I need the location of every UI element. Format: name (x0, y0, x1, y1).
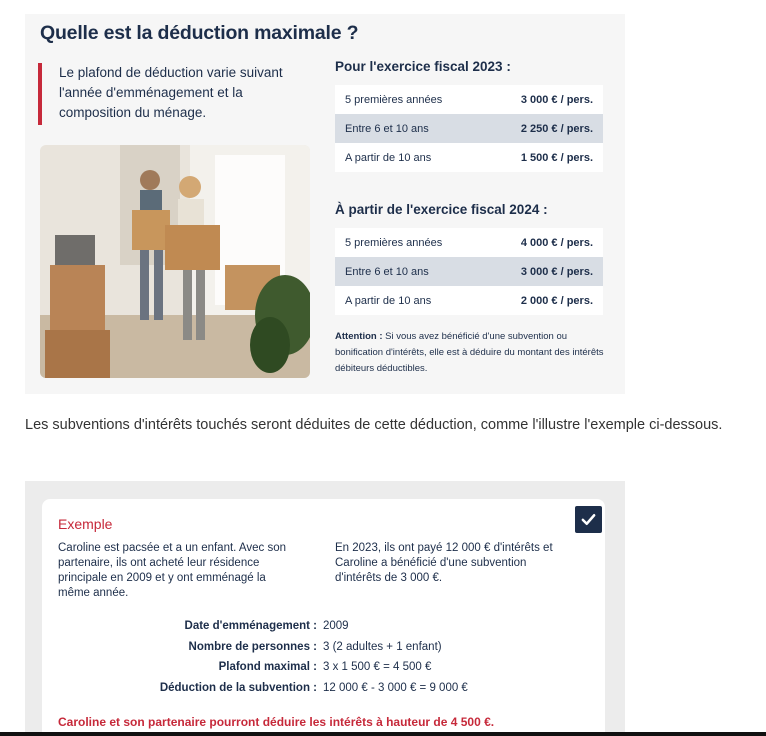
rate-amount-value: 4 000 € (520, 236, 558, 249)
fact-row (58, 616, 598, 637)
example-title: Exemple (58, 516, 113, 532)
rate-amount-value: 2 250 € (520, 122, 558, 135)
rate-amount-value: 3 000 € (520, 93, 558, 106)
example-left-text: Caroline est pacsée et a un enfant. Avec son partenaire, ils ont acheté leur résidence principale en 2009 et y ont emménagé la même année. (58, 542, 287, 599)
rate-unit: / pers. (560, 294, 593, 307)
rate-unit: / pers. (560, 236, 593, 249)
fact-label: Date d'emménagement : (184, 620, 317, 633)
rate-row (335, 114, 603, 143)
section-2024-heading: À partir de l'exercice fiscal 2024 : (335, 202, 548, 217)
rate-row (335, 143, 603, 172)
section-2023-heading: Pour l'exercice fiscal 2023 : (335, 59, 511, 74)
example-section (25, 481, 625, 736)
rate-amount (521, 266, 593, 278)
fact-row (58, 637, 598, 658)
rate-label: Entre 6 et 10 ans (345, 265, 429, 278)
rate-amount-value: 2 000 € (520, 294, 558, 307)
rate-unit: / pers. (560, 265, 593, 278)
rate-amount-value: 1 500 € (520, 151, 558, 164)
fact-value: 3 x 1 500 € = 4 500 € (323, 661, 432, 674)
fact-row (58, 678, 598, 699)
rate-amount (521, 295, 593, 307)
rate-row (335, 85, 603, 114)
fact-row (58, 657, 598, 678)
fact-value: 2009 (323, 620, 349, 633)
example-right-text: En 2023, ils ont payé 12 000 € d'intérêts et Caroline a bénéficié d'une subvention d'intérêts de 3 000 €. (335, 542, 553, 584)
couple-moving-photo (40, 145, 310, 378)
rate-table-2024 (335, 228, 603, 315)
checkmark-icon (575, 506, 602, 533)
fact-label: Nombre de personnes : (188, 640, 317, 653)
deduction-infographic (25, 14, 625, 394)
rate-amount (521, 94, 593, 106)
attention-text: Si vous avez bénéficié d'une subvention ou bonification d'intérêts, elle est à déduire du montant des intérêts débiteurs déductibles. (335, 331, 604, 374)
rate-label: 5 premières années (345, 236, 443, 249)
rate-label: A partir de 10 ans (345, 151, 432, 164)
rate-label: A partir de 10 ans (345, 294, 432, 307)
rate-row (335, 228, 603, 257)
body-paragraph: Les subventions d'intérêts touchés seront déduites de cette déduction, comme l'illustre l'exemple ci-dessous. (25, 417, 723, 433)
infographic-title: Quelle est la déduction maximale ? (40, 22, 359, 44)
rate-unit: / pers. (560, 151, 593, 164)
fact-value: 12 000 € - 3 000 € = 9 000 € (323, 681, 468, 694)
attention-note (335, 329, 605, 377)
rate-row (335, 286, 603, 315)
rate-table-2023 (335, 85, 603, 172)
rate-amount-value: 3 000 € (520, 265, 558, 278)
intro-text: Le plafond de déduction varie suivant l'année d'emménagement et la composition du ménage. (38, 63, 298, 125)
rate-unit: / pers. (560, 93, 593, 106)
example-facts (58, 616, 598, 698)
attention-label: Attention : (335, 331, 383, 342)
rate-row (335, 257, 603, 286)
rate-amount (521, 123, 593, 135)
fact-label: Plafond maximal : (218, 661, 317, 674)
example-card (42, 499, 605, 736)
example-conclusion: Caroline et son partenaire pourront déduire les intérêts à hauteur de 4 500 €. (58, 715, 495, 729)
rate-unit: / pers. (560, 122, 593, 135)
rate-label: Entre 6 et 10 ans (345, 122, 429, 135)
rate-amount (521, 237, 593, 249)
rate-amount (521, 152, 593, 164)
bottom-divider (0, 732, 766, 736)
fact-value: 3 (2 adultes + 1 enfant) (323, 640, 442, 653)
fact-label: Déduction de la subvention : (159, 681, 317, 694)
rate-label: 5 premières années (345, 93, 443, 106)
